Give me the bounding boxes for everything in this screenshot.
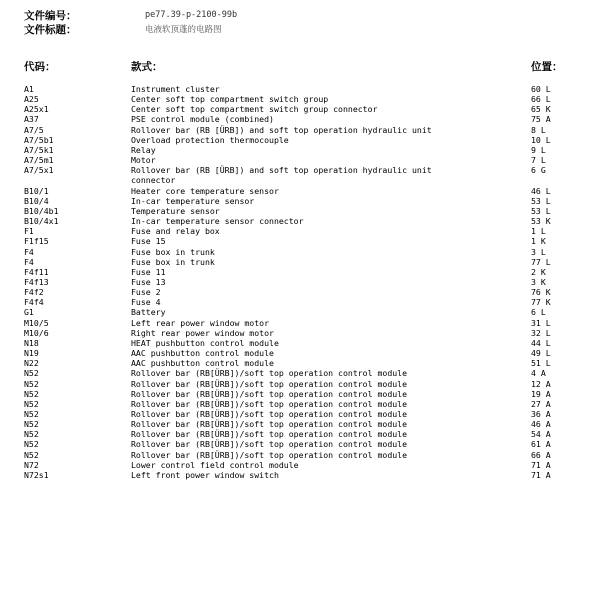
component-position: 4 A [531, 368, 546, 379]
component-position: 76 K [531, 287, 551, 298]
component-code: B10/4x1 [24, 216, 59, 227]
component-position: 75 A [531, 114, 551, 125]
component-position: 44 L [531, 337, 551, 348]
component-position: 71 A [531, 459, 551, 470]
component-position: 66 A [531, 449, 551, 460]
component-code: F4f4 [24, 297, 44, 308]
component-description: Rollover bar (RB[ÜRB])/soft top operation control module [131, 378, 408, 389]
component-position: 6 L [531, 307, 546, 318]
component-description: Rollover bar (RB [ÜRB]) and soft top operation hydraulic unit connector [131, 165, 432, 186]
table-row [24, 247, 576, 257]
component-description: Temperature sensor [131, 205, 220, 216]
component-code: A25x1 [24, 104, 49, 115]
description-column-header: 款式： [131, 61, 163, 73]
component-position: 66 L [531, 94, 551, 105]
component-code: N52 [24, 378, 39, 389]
table-row [24, 114, 576, 124]
component-position: 49 L [531, 348, 551, 359]
component-code: B10/4 [24, 195, 49, 206]
table-row [24, 135, 576, 145]
component-description: In-car temperature sensor connector [131, 216, 304, 227]
component-code: N72 [24, 459, 39, 470]
component-position: 1 L [531, 226, 546, 237]
document-title-row [24, 22, 237, 36]
component-description: Rollover bar (RB[ÜRB])/soft top operation control module [131, 439, 408, 450]
table-row [24, 125, 576, 135]
table-row [24, 348, 576, 358]
component-position: 27 A [531, 398, 551, 409]
component-position: 32 L [531, 327, 551, 338]
component-description: HEAT pushbutton control module [131, 337, 279, 348]
table-header [24, 59, 576, 73]
component-description: Fuse 11 [131, 266, 166, 277]
component-position: 9 L [531, 144, 546, 155]
component-position: 8 L [531, 124, 546, 135]
table-row [24, 277, 576, 287]
component-description: Center soft top compartment switch group connector [131, 104, 378, 115]
component-description: Rollover bar (RB [ÜRB]) and soft top operation hydraulic unit [131, 124, 432, 135]
position-column-header: 位置： [531, 61, 563, 73]
component-description: Heater core temperature sensor [131, 185, 279, 196]
component-description: PSE control module (combined) [131, 114, 274, 125]
component-code: F4f2 [24, 287, 44, 298]
table-row [24, 287, 576, 297]
table-row [24, 460, 576, 470]
component-position: 1 K [531, 236, 546, 247]
component-position: 19 A [531, 388, 551, 399]
component-description: In-car temperature sensor [131, 195, 255, 206]
component-code: A7/5x1 [24, 165, 54, 176]
component-description: Fuse 15 [131, 236, 166, 247]
component-code: N52 [24, 429, 39, 440]
component-position: 60 L [531, 84, 551, 94]
component-position: 46 A [531, 419, 551, 430]
table-row [24, 419, 576, 429]
component-code: N18 [24, 337, 39, 348]
component-position: 31 L [531, 317, 551, 328]
table-row [24, 328, 576, 338]
component-description: Fuse box in trunk [131, 256, 215, 267]
component-code: N22 [24, 358, 39, 369]
table-row [24, 358, 576, 368]
component-description: Motor [131, 155, 156, 166]
component-description: Lower control field control module [131, 459, 299, 470]
component-description: Rollover bar (RB[ÜRB])/soft top operation control module [131, 419, 408, 430]
component-code: N52 [24, 419, 39, 430]
component-description: Right rear power window motor [131, 327, 274, 338]
table-row [24, 84, 576, 94]
component-description: Rollover bar (RB[ÜRB])/soft top operation control module [131, 368, 408, 379]
table-row [24, 267, 576, 277]
component-position: 77 L [531, 256, 551, 267]
component-description: Fuse 13 [131, 276, 166, 287]
table-row [24, 165, 576, 185]
component-code: M10/5 [24, 317, 49, 328]
component-code: N52 [24, 398, 39, 409]
table-row [24, 104, 576, 114]
component-code: N52 [24, 449, 39, 460]
component-description: Overload protection thermocouple [131, 134, 289, 145]
component-position: 7 L [531, 155, 546, 166]
component-position: 61 A [531, 439, 551, 450]
component-code: F4f11 [24, 266, 49, 277]
table-row [24, 186, 576, 196]
component-position: 10 L [531, 134, 551, 145]
table-row [24, 94, 576, 104]
component-description: Rollover bar (RB[ÜRB])/soft top operation control module [131, 449, 408, 460]
component-code: N52 [24, 439, 39, 450]
component-position: 54 A [531, 429, 551, 440]
component-description: Rollover bar (RB[ÜRB])/soft top operation control module [131, 398, 408, 409]
component-code: B10/1 [24, 185, 49, 196]
document-number-row [24, 8, 237, 22]
table-row [24, 226, 576, 236]
component-code: F4f13 [24, 276, 49, 287]
component-code: F1f15 [24, 236, 49, 247]
component-position: 51 L [531, 358, 551, 369]
component-description: Left front power window switch [131, 469, 279, 480]
component-position: 36 A [531, 409, 551, 419]
table-row [24, 429, 576, 439]
component-code: G1 [24, 307, 34, 318]
document-meta [24, 8, 237, 36]
component-table [24, 84, 576, 480]
table-row [24, 338, 576, 348]
document-number-value: pe77.39-p-2100-99b [145, 10, 238, 20]
component-description: Fuse box in trunk [131, 246, 215, 257]
component-description: Fuse 4 [131, 297, 161, 308]
component-code: A25 [24, 94, 39, 105]
table-row [24, 155, 576, 165]
component-code: A7/5b1 [24, 134, 54, 145]
component-position: 53 L [531, 195, 551, 206]
component-position: 53 K [531, 216, 551, 227]
component-code: N52 [24, 368, 39, 379]
component-code: F4 [24, 246, 34, 257]
component-position: 3 L [531, 246, 546, 257]
component-description: Battery [131, 307, 166, 318]
component-code: A37 [24, 114, 39, 125]
component-position: 53 L [531, 205, 551, 216]
table-row [24, 399, 576, 409]
table-row [24, 368, 576, 378]
component-code: A7/5m1 [24, 155, 54, 166]
table-row [24, 297, 576, 307]
component-position: 2 K [531, 266, 546, 277]
component-position: 6 G [531, 165, 546, 176]
table-row [24, 236, 576, 246]
component-description: Fuse 2 [131, 287, 161, 298]
component-position: 46 L [531, 185, 551, 196]
component-position: 65 K [531, 104, 551, 115]
table-row [24, 257, 576, 267]
table-row [24, 216, 576, 226]
component-description: Rollover bar (RB[ÜRB])/soft top operation control module [131, 429, 408, 440]
component-description: Fuse and relay box [131, 226, 220, 237]
table-row [24, 307, 576, 317]
component-description: Relay [131, 144, 156, 155]
component-code: F1 [24, 226, 34, 237]
component-code: A7/5k1 [24, 144, 54, 155]
table-row [24, 450, 576, 460]
component-code: A1 [24, 84, 34, 94]
code-column-header: 代码： [24, 61, 56, 73]
component-position: 3 K [531, 276, 546, 287]
component-description: Left rear power window motor [131, 317, 270, 328]
component-code: F4 [24, 256, 34, 267]
table-row [24, 145, 576, 155]
component-code: N52 [24, 409, 39, 419]
document-title-label: 文件标题： [24, 23, 77, 36]
component-position: 77 K [531, 297, 551, 308]
table-row [24, 389, 576, 399]
table-row [24, 379, 576, 389]
component-code: B10/4b1 [24, 205, 59, 216]
table-row [24, 196, 576, 206]
component-code: N19 [24, 348, 39, 359]
component-code: M10/6 [24, 327, 49, 338]
component-description: Instrument cluster [131, 84, 220, 94]
component-description: Rollover bar (RB[ÜRB])/soft top operation control module [131, 409, 408, 419]
component-position: 12 A [531, 378, 551, 389]
table-row [24, 470, 576, 480]
table-row [24, 206, 576, 216]
component-code: A7/5 [24, 124, 44, 135]
component-code: N52 [24, 388, 39, 399]
table-row [24, 409, 576, 419]
component-description: AAC pushbutton control module [131, 358, 274, 369]
table-row [24, 439, 576, 449]
component-position: 71 A [531, 469, 551, 480]
component-description: AAC pushbutton control module [131, 348, 274, 359]
document-title-value: 电液软顶蓬的电路图 [145, 25, 222, 35]
component-code: N72s1 [24, 469, 49, 480]
component-description: Center soft top compartment switch group [131, 94, 329, 105]
document-number-label: 文件编号： [24, 9, 77, 22]
component-description: Rollover bar (RB[ÜRB])/soft top operation control module [131, 388, 408, 399]
table-row [24, 318, 576, 328]
